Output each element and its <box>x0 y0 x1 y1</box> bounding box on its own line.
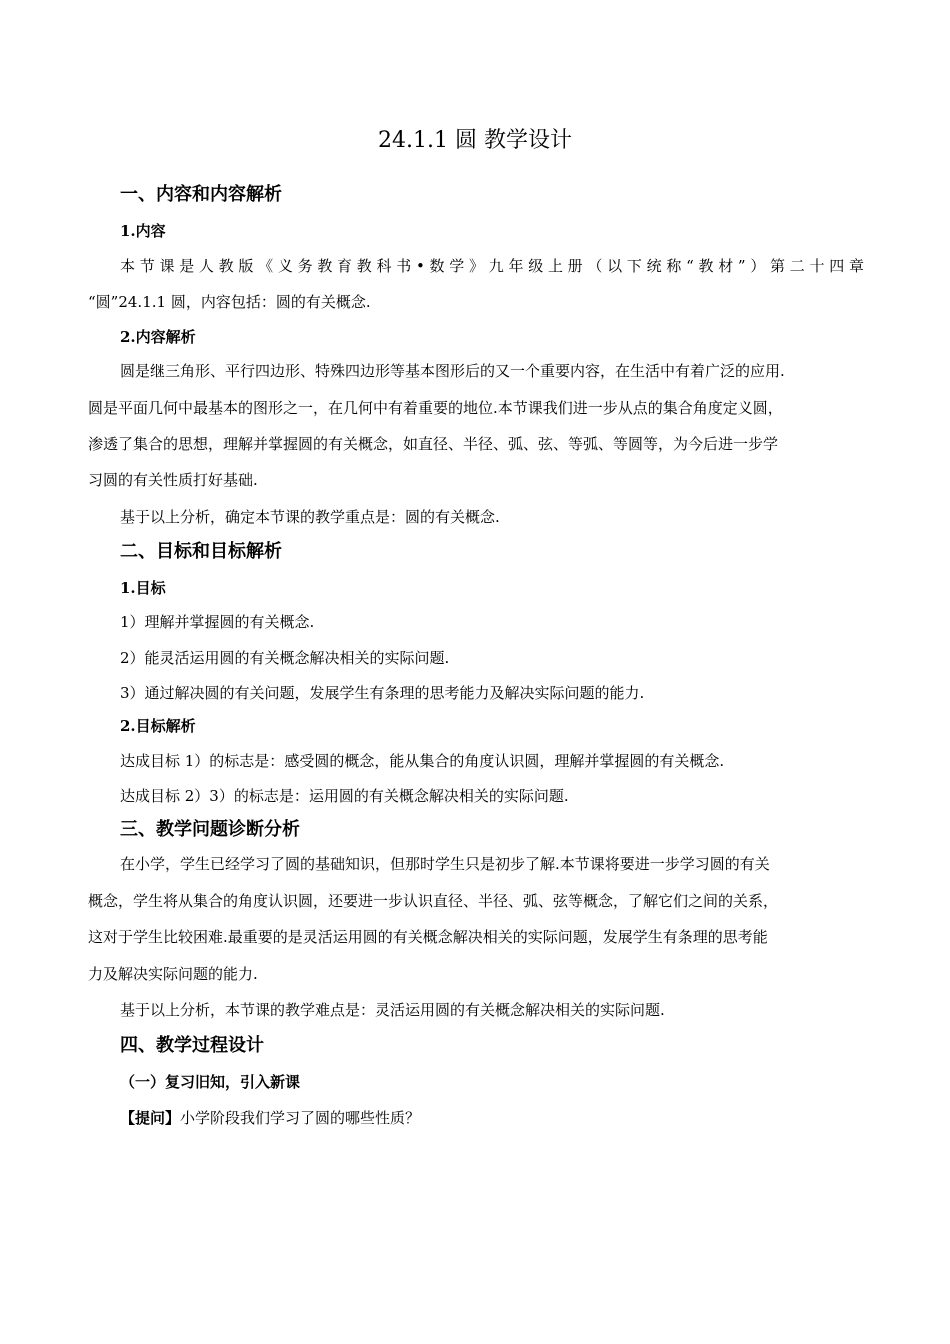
document-title: 24.1.1 圆 教学设计 <box>378 128 572 153</box>
subheading-content-analysis: 2.内容解析 <box>120 328 196 346</box>
paragraph-line: “圆”24.1.1 圆，内容包括：圆的有关概念. <box>88 293 371 311</box>
goal-item: 2）能灵活运用圆的有关概念解决相关的实际问题. <box>120 649 450 667</box>
section-heading-diagnosis: 三、教学问题诊断分析 <box>120 819 300 840</box>
subheading-goals: 1.目标 <box>120 579 166 597</box>
paragraph-line: 圆是平面几何中最基本的图形之一，在几何中有着重要的地位.本节课我们进一步从点的集合角度定义圆， <box>88 399 783 417</box>
paragraph-line: 基于以上分析，确定本节课的教学重点是：圆的有关概念. <box>120 508 500 526</box>
question-text: 小学阶段我们学习了圆的哪些性质？ <box>180 1109 421 1127</box>
paragraph-line: 这对于学生比较困难.最重要的是灵活运用圆的有关概念解决相关的实际问题，发展学生有条理的思考能 <box>88 928 768 946</box>
paragraph-line: 达成目标 1）的标志是：感受圆的概念，能从集合的角度认识圆，理解并掌握圆的有关概念. <box>120 752 725 770</box>
paragraph-line: 习圆的有关性质打好基础. <box>88 471 258 489</box>
goal-item: 1）理解并掌握圆的有关概念. <box>120 613 315 631</box>
paragraph-line: 渗透了集合的思想，理解并掌握圆的有关概念，如直径、半径、弧、弦、等弧、等圆等，为今后进一步学 <box>88 435 779 453</box>
subheading-content: 1.内容 <box>120 222 166 240</box>
question-label: 【提问】 <box>120 1109 181 1127</box>
section-heading-content: 一、内容和内容解析 <box>120 184 282 205</box>
paragraph-line: 力及解决实际问题的能力. <box>88 965 258 983</box>
subheading-goals-analysis: 2.目标解析 <box>120 717 196 735</box>
paragraph-line: 概念，学生将从集合的角度认识圆，还要进一步认识直径、半径、弧、弦等概念，了解它们之间的关系， <box>88 892 779 910</box>
section-heading-goals: 二、目标和目标解析 <box>120 541 282 562</box>
paragraph-line: 达成目标 2）3）的标志是：运用圆的有关概念解决相关的实际问题. <box>120 787 569 805</box>
paragraph-line: 在小学，学生已经学习了圆的基础知识，但那时学生只是初步了解.本节课将要进一步学习圆的有关 <box>120 855 770 873</box>
question-line <box>120 1107 865 1129</box>
section-heading-process: 四、教学过程设计 <box>120 1035 264 1056</box>
paragraph-line: 圆是继三角形、平行四边形、特殊四边形等基本图形后的又一个重要内容，在生活中有着广泛的应用. <box>120 362 785 380</box>
paragraph-line: 本节课是人教版《义务教育教科书•数学》九年级上册（以下统称“教材”）第二十四章 <box>120 257 864 275</box>
goal-item: 3）通过解决圆的有关问题，发展学生有条理的思考能力及解决实际问题的能力. <box>120 684 645 702</box>
paragraph-line: 基于以上分析，本节课的教学难点是：灵活运用圆的有关概念解决相关的实际问题. <box>120 1001 665 1019</box>
subheading-review: （一）复习旧知，引入新课 <box>120 1073 301 1091</box>
